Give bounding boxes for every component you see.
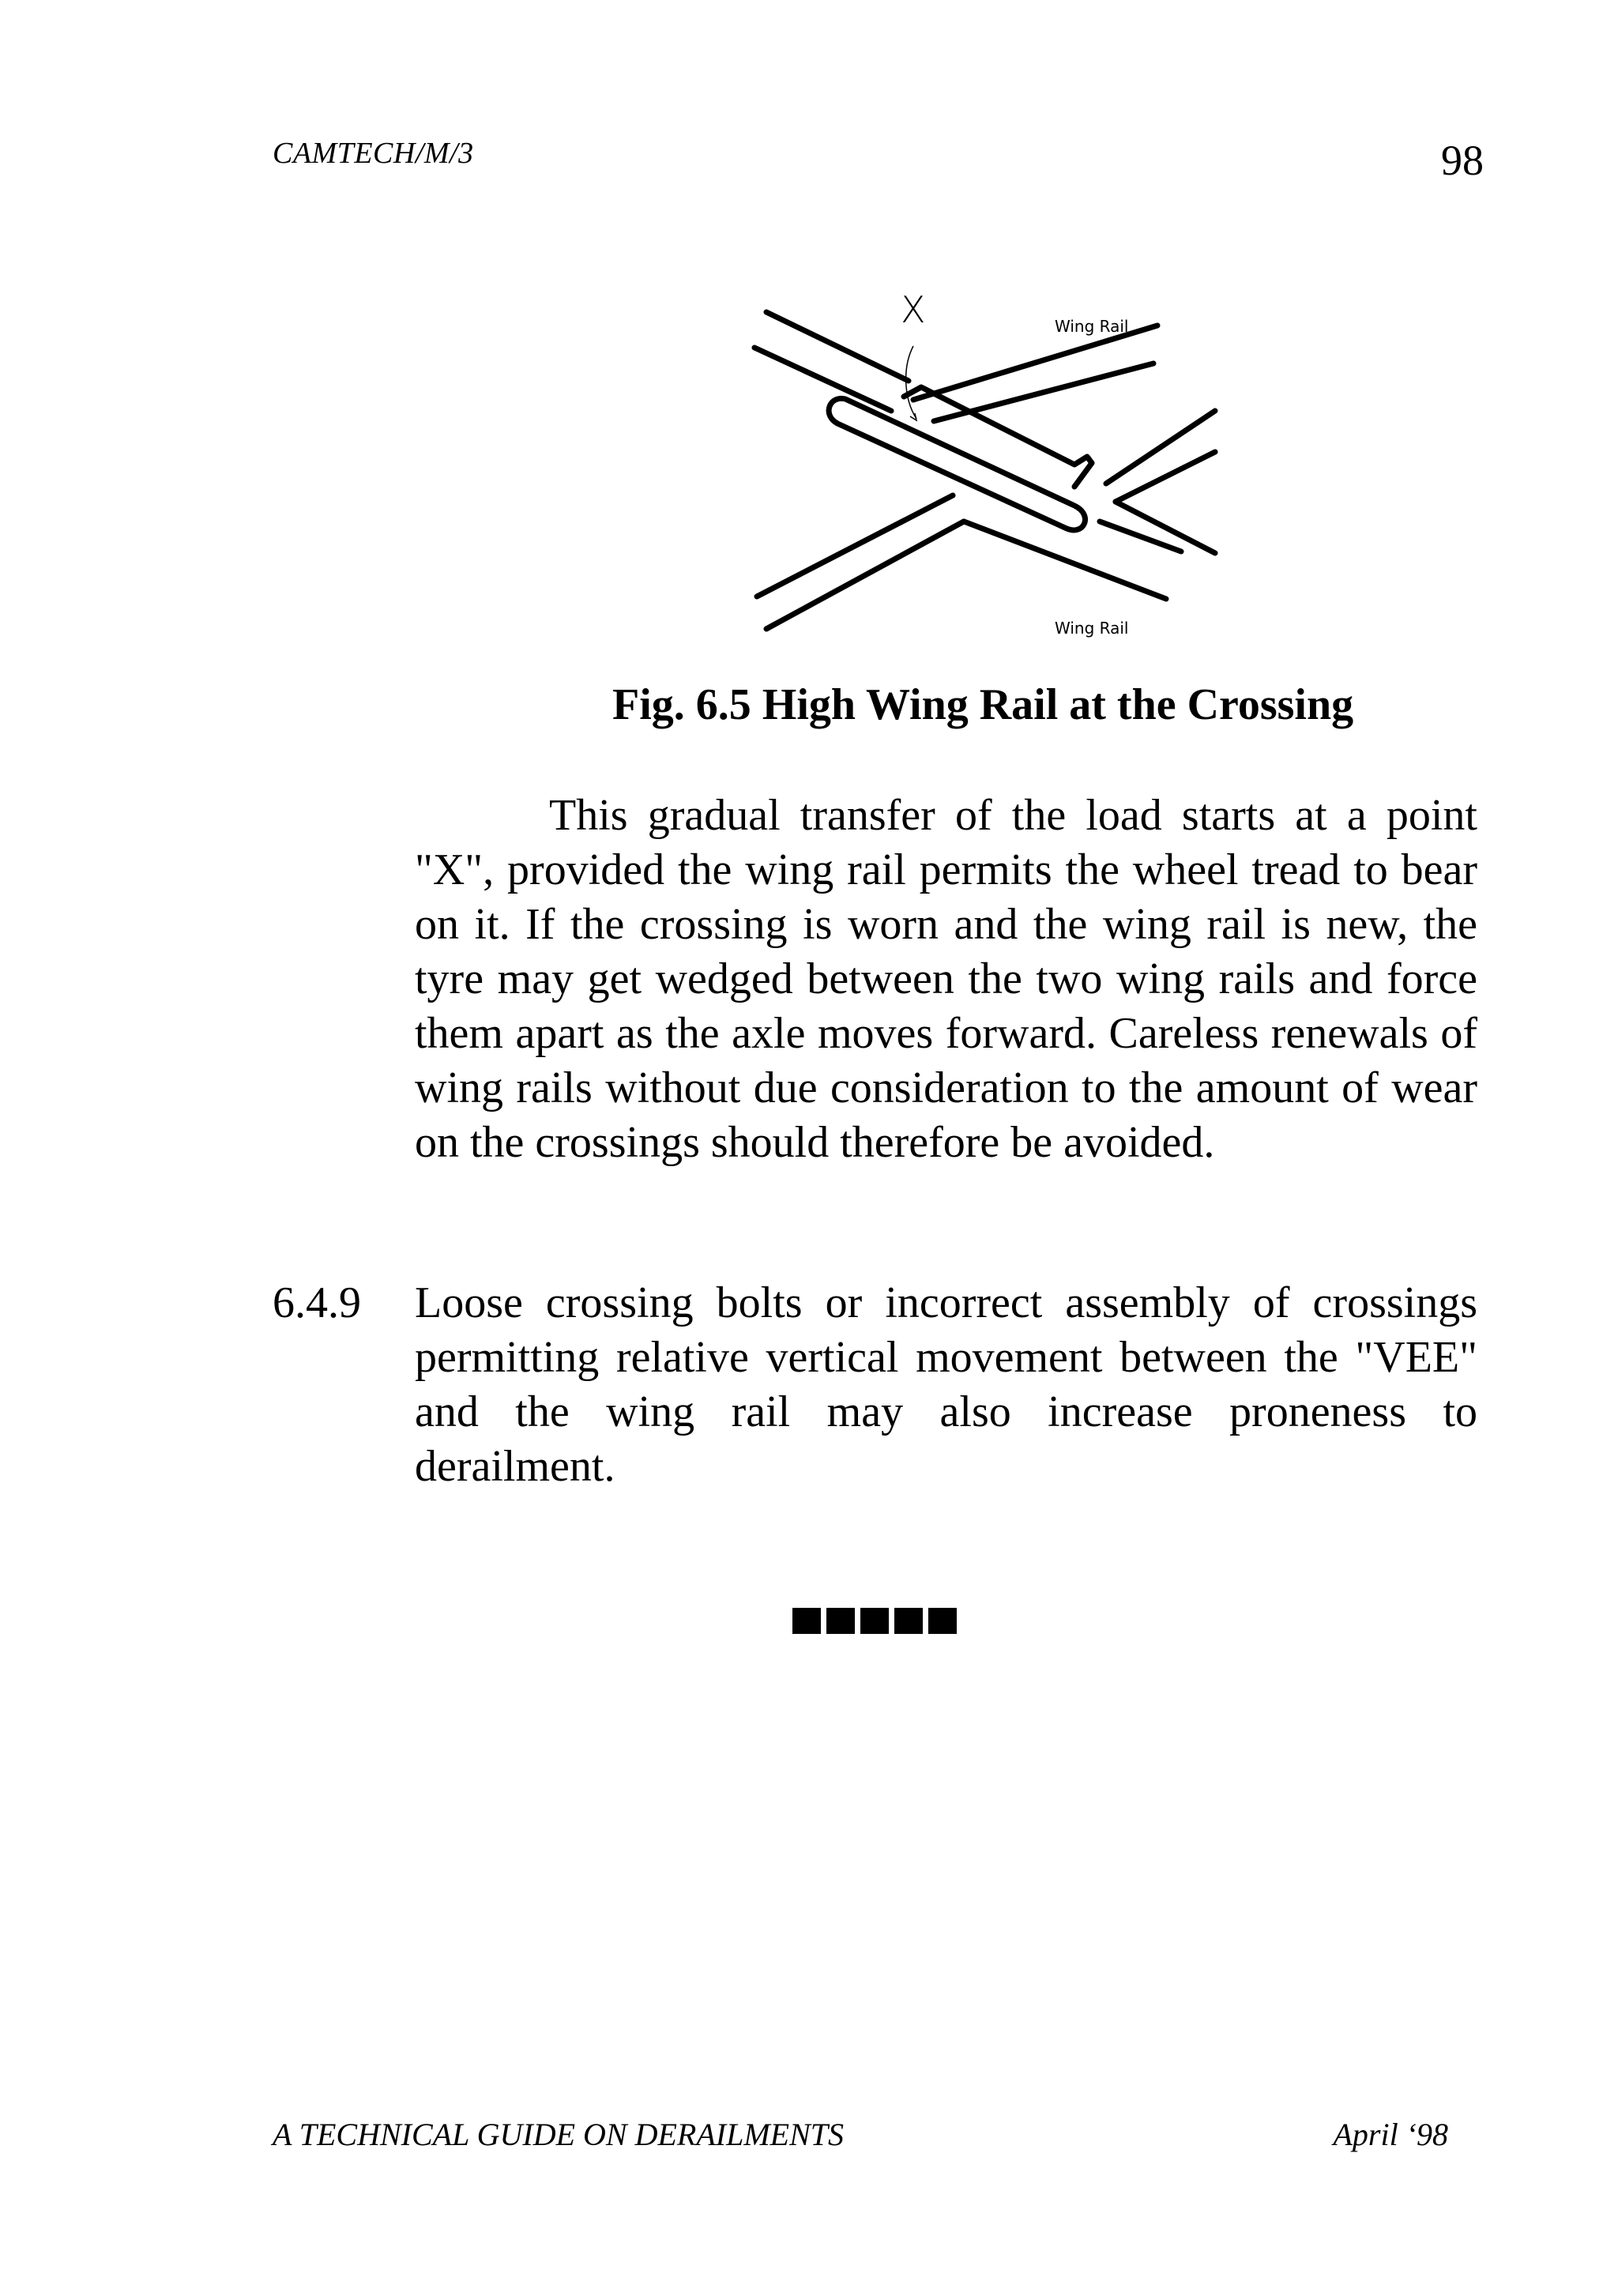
wing-rail-crossing-figure: [727, 261, 1248, 656]
end-square: [792, 1608, 821, 1634]
end-square: [826, 1608, 855, 1634]
page-number: 98: [1441, 137, 1484, 184]
end-square: [928, 1608, 957, 1634]
rail-line: [1106, 411, 1215, 484]
footer-date: April ‘98: [1333, 2117, 1448, 2152]
point-x-label: X: [901, 288, 926, 331]
rail-line: [1116, 452, 1215, 502]
body-paragraph-1: This gradual transfer of the load starts at a point "X", provided the wing rail permits the wheel tread to bear on it. If the crossing is worn and the wing rail is new, the tyre may get wedged between the two wing rails and force them apart as the axle moves forward. Careless renewals of wing rails without due consideration to the amount of wear on the crossings should therefore be avoided.: [415, 791, 1477, 1167]
crossing-diagram: [727, 261, 1248, 656]
end-square: [860, 1608, 889, 1634]
section-end-mark: [792, 1608, 957, 1634]
wheel-tread: [829, 398, 1085, 530]
rail-line: [1100, 521, 1181, 551]
wing-rail-top-label: Wing Rail: [1055, 317, 1129, 336]
wing-rail-top: [913, 326, 1157, 400]
rail-line: [754, 348, 891, 411]
wing-rail-bottom-label: Wing Rail: [1055, 619, 1129, 638]
clause-number: 6.4.9: [273, 1278, 361, 1327]
footer-title: A TECHNICAL GUIDE ON DERAILMENTS: [273, 2117, 845, 2152]
end-square: [894, 1608, 923, 1634]
document-code: CAMTECH/M/3: [273, 137, 474, 170]
body-paragraph-2: Loose crossing bolts or incorrect assembly of crossings permitting relative vertical movement between the "VEE" and the wing rail may also increase proneness to derailment.: [415, 1278, 1477, 1491]
rail-line: [766, 312, 909, 381]
figure-caption: Fig. 6.5 High Wing Rail at the Crossing: [612, 680, 1354, 729]
